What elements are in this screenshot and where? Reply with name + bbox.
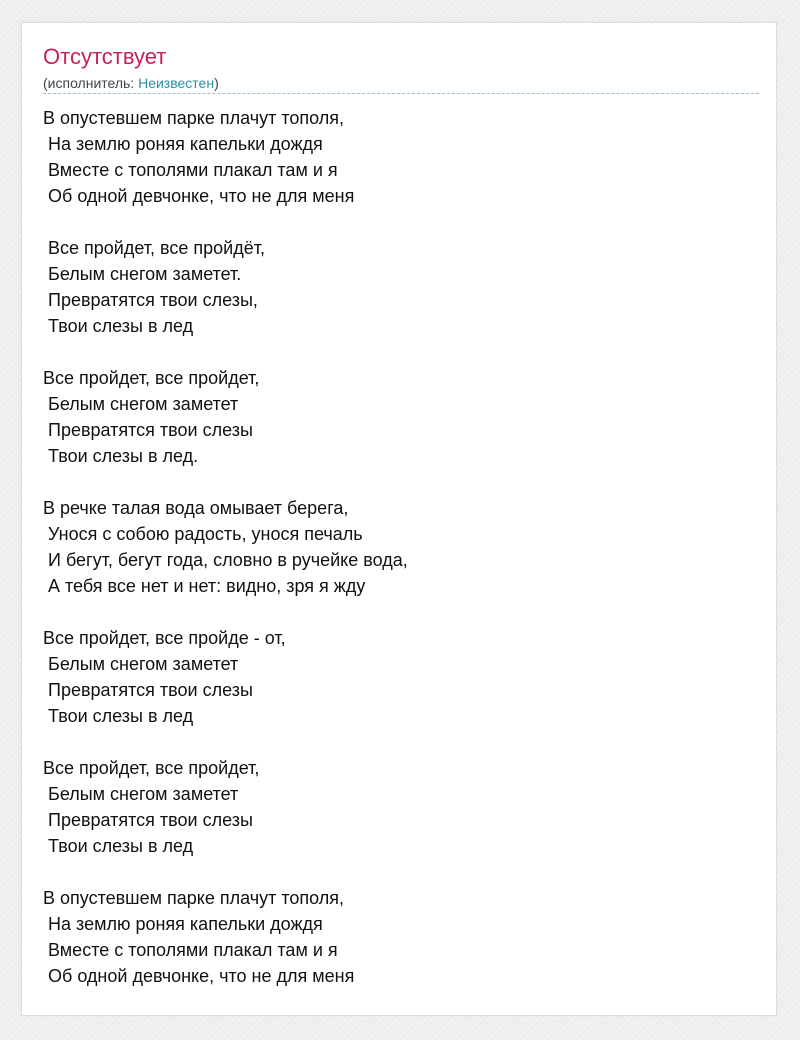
artist-line <box>43 74 219 92</box>
song-title: Отсутствует <box>43 44 167 69</box>
lyric-line: На землю роняя капельки дождя <box>43 134 323 154</box>
lyric-line: Твои слезы в лед <box>43 316 194 336</box>
lyric-line: А тебя все нет и нет: видно, зря я жду <box>43 576 366 596</box>
lyric-line: Твои слезы в лед. <box>43 446 199 466</box>
lyric-line: Твои слезы в лед <box>43 836 194 856</box>
lyric-line: Превратятся твои слезы <box>43 420 253 440</box>
lyric-line: Об одной девчонке, что не для меня <box>43 966 355 986</box>
lyric-line: Твои слезы в лед <box>43 706 194 726</box>
lyric-line: Все пройдет, все пройдет, <box>43 758 260 778</box>
artist-prefix: (исполнитель: <box>43 75 139 91</box>
title-divider <box>43 93 759 94</box>
lyric-line: В речке талая вода омывает берега, <box>43 498 349 518</box>
lyric-line: Об одной девчонке, что не для меня <box>43 186 355 206</box>
lyric-line: В опустевшем парке плачут тополя, <box>43 108 345 128</box>
lyric-line: Белым снегом заметет <box>43 394 239 414</box>
stanza-gap <box>43 469 408 495</box>
artist-link[interactable]: Неизвестен <box>138 75 215 91</box>
lyric-line: Превратятся твои слезы <box>43 680 253 700</box>
lyric-line: Все пройдет, все пройдёт, <box>43 238 265 258</box>
stanza-gap <box>43 339 408 365</box>
lyrics-card <box>21 22 777 1016</box>
lyric-line: Вместе с тополями плакал там и я <box>43 940 338 960</box>
lyric-line: Превратятся твои слезы, <box>43 290 258 310</box>
artist-suffix: ) <box>214 75 219 91</box>
lyric-line: Все пройдет, все пройде - от, <box>43 628 286 648</box>
lyric-line: На землю роняя капельки дождя <box>43 914 323 934</box>
lyric-line: Вместе с тополями плакал там и я <box>43 160 338 180</box>
lyric-line: Все пройдет, все пройдет, <box>43 368 260 388</box>
lyrics-text <box>43 105 408 989</box>
stanza-gap <box>43 859 408 885</box>
lyric-line: И бегут, бегут года, словно в ручейке вода, <box>43 550 408 570</box>
lyric-line: Превратятся твои слезы <box>43 810 253 830</box>
lyric-line: В опустевшем парке плачут тополя, <box>43 888 345 908</box>
lyric-line: Белым снегом заметет. <box>43 264 242 284</box>
lyric-line: Унося с собою радость, унося печаль <box>43 524 363 544</box>
stanza-gap <box>43 599 408 625</box>
lyric-line: Белым снегом заметет <box>43 784 239 804</box>
lyric-line: Белым снегом заметет <box>43 654 239 674</box>
stanza-gap <box>43 729 408 755</box>
stanza-gap <box>43 209 408 235</box>
